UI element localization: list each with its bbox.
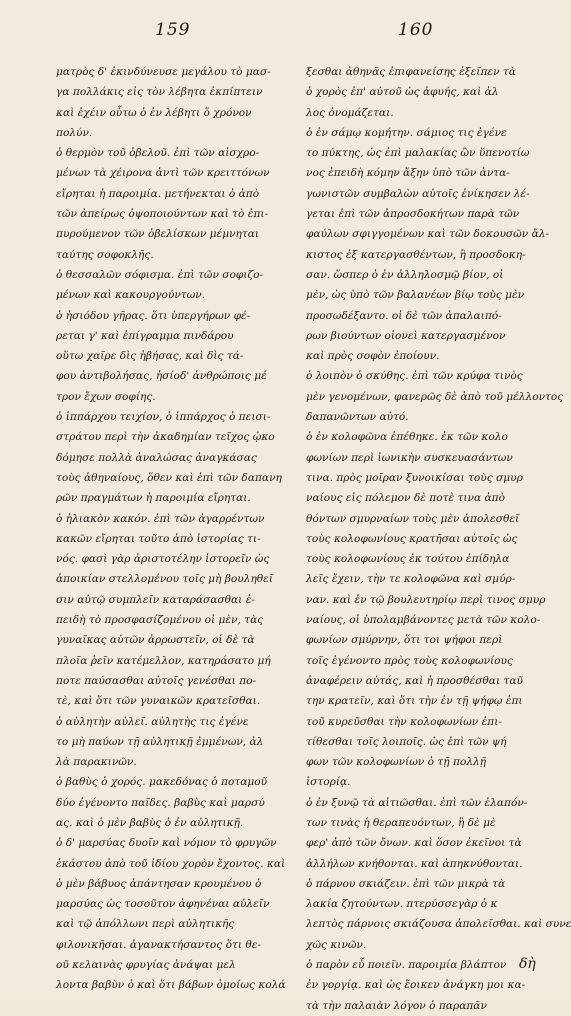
text-line: τρον ἔχων σοφίης. — [56, 390, 156, 403]
text-line: καὶ ἐχέιν οὗτω ὁ ἐν λέβητι ὅ χρόνον — [56, 106, 252, 119]
text-line: γεται ἐπὶ τῶν ἀπροσδοκήτων παρὰ τῶν — [306, 208, 520, 221]
text-line: μαρσύας ὡς τοσοῦτον ἀφηνέναι αὐλεῖν — [56, 898, 270, 911]
text-line: κακῶν εἴρηται τοῦτο ἀπὸ ἱστορίας τι- — [56, 532, 261, 545]
text-line: ὁ θεσσαλῶν σόφισμα. ἐπὶ τῶν σοφιζο- — [56, 268, 264, 281]
text-line: μὲν, ὡς ὑπὸ τῶν βαλανέων βίῳ τοὺς μὲν — [306, 289, 525, 302]
text-line: το μὴ παύων τῇ αὐλητικῇ ἐμμένων, ἀλ — [56, 735, 264, 748]
text-line: ὁ θερμὸν τοῦ ὀβελοῦ. ἐπὶ τῶν αἰσχρο- — [56, 147, 260, 160]
text-line: την κρατεῖν, καὶ ὅτι τὴν ἐν τῇ ψήφῳ ἐπι — [306, 695, 523, 708]
text-line: ξεσθαι ἀθηνᾶς ἐπιφανείσης ἐξεῖπεν τὰ — [306, 66, 516, 78]
text-line: ὁ παρὸν εὖ ποιεῖν. παροιμία βλάπτον — [306, 959, 507, 972]
page-number-right: 160 — [398, 20, 434, 40]
text-line: ας. καὶ ὁ μὲν βαβὺς ὁ ἐν αὐλητικῇ. — [56, 816, 244, 829]
text-line: ταύτης σοφοκλῆς. — [56, 248, 154, 261]
text-line: πειδὴ τὸ προσφασίζομένου οἱ μὲν, τὰς — [56, 614, 264, 627]
text-line: μένων καὶ κακουργούντων. — [56, 289, 206, 302]
left-text-column — [56, 62, 286, 996]
text-line: των τινὰς ἡ θεραπευόντων, ἢ δὲ μὲ — [306, 816, 496, 829]
text-line: καὶ πρὸς σοφὸν ἐποίουν. — [306, 350, 440, 363]
text-line: τοῦ κυρεῦσθαι τὴν κολοφωνίων ἐπι- — [306, 715, 502, 728]
text-line: σιν αὐτῷ συμπλεῖν καταράσασθαι ἐ- — [56, 593, 255, 606]
text-line: ὁ μὲν βάβυος ἀπάντησαν κρουμένου ὁ — [56, 877, 262, 890]
text-line: γυναῖκας αὐτῶν ἀρρωστεῖν, οἱ δὲ τὰ — [56, 634, 255, 647]
text-line: λεπτὸς πάρνοις σκιάζουσα ἀπολεῖσθαι. καὶ συνε — [306, 918, 571, 931]
text-line: φωνίων σμύρνην, ὅτι τοι ψήφοι περὶ — [306, 634, 503, 647]
text-line: τὲ, καὶ ὅτι τῶν γυναικῶν κρατεῖσθαι. — [56, 695, 261, 708]
text-line: δόμησε πολλὰ ἀναλώσας ἀναγκάσας — [56, 451, 257, 464]
text-line: ὁ ἐν ξυνῷ τὰ αἰτιῶσθαι. ἐπὶ τῶν ἐλαπόν- — [306, 796, 528, 809]
text-line: φιλονικῆσαι. ἀγανακτήσαντος ὅτι θε- — [56, 938, 261, 951]
text-line: ρῶν πραγμάτων ἡ παροιμία εἴρηται. — [56, 492, 251, 505]
text-line: λεῖς ἔχειν, τὴν τε κολοφῶνα καὶ σμύρ- — [306, 573, 516, 586]
text-line: τινα. πρὸς μοῖραν ξυνοικίσαι τοὺς σμυρ — [306, 471, 523, 484]
text-line: ματρὸς δ' ἐκινδύνευσε μεγάλου τὸ μασ- — [56, 66, 271, 78]
text-line: ἀλλήλων κνήθονται. καὶ ἀπηκνύθονται. — [306, 857, 523, 870]
text-line: ὁ αὐλητὴν αὐλεῖ. αὐλητὴς τις ἐγένε — [56, 715, 249, 728]
text-line: τοὺς ἀθηναίους, ὅθεν καὶ ἐπὶ τῶν δαπανη — [56, 471, 282, 484]
text-line: γα πολλάκις εἰς τὸν λέβητα ἐκπίπτειν — [56, 86, 263, 99]
text-line: ναν. καὶ ἐν τῷ βουλευτηρίῳ περὶ τινος σμυρ — [306, 593, 546, 606]
text-line: πλοῖα ῥεῖν κατέμελλον, κατηράσατο μή — [56, 654, 271, 667]
text-line: ἱστορίᾳ. — [306, 776, 351, 789]
text-line: δαπανῶντων αὐτό. — [306, 411, 409, 424]
text-line: φων τῶν κολοφωνίων ὁ τῇ πολλῇ — [306, 756, 487, 769]
text-line: κιστος ἐξ κατεργασθέντων, ἢ προσδοκη- — [306, 248, 526, 261]
text-line: ποτε παύσασθαι αὐτοῖς γενέσθαι πο- — [56, 674, 257, 687]
text-line: ὁ ἱππάρχου τειχίον, ὁ ἱππάρχος ὁ πεισι- — [56, 411, 271, 424]
text-line: ἀναφέρειν αὐτάς, καὶ ἡ προσθέσθαι ταῦ — [306, 674, 523, 687]
text-line: οῦ κελαινὰς φρυγίας ἀνάψαι μελ — [56, 959, 236, 972]
text-line: φερ' ἀπὸ τῶν ὄνων. καὶ ὅσον ἐκεῖνοι τὰ — [306, 837, 522, 850]
text-line: μὲν γενομένων, φανερῶς δὲ ἀπὸ τοῦ μέλλοντος — [306, 390, 564, 403]
text-line: γωνιστῶν συμβαλὼν αὐτοῖς ἐνίκησεν λέ- — [306, 187, 530, 200]
text-line: ὁ ἡσιόδου γῆρας. ὅτι ὑπεργήρων φέ- — [56, 309, 251, 322]
text-line: ὁ πάρνου σκιάζειν. ἐπὶ τῶν μικρὰ τὰ — [306, 877, 506, 890]
text-line: θόντων σμυρναίων τοὺς μὲν ἀπολεσθεῖ — [306, 512, 520, 525]
text-line: ὁ ἐν κολοφῶνα ἐπέθηκε. ἐκ τῶν κολο — [306, 431, 508, 444]
text-line: νος ἐπειδὴ κόμην ἄξην ὑπὸ τῶν ἀντα- — [306, 167, 510, 180]
text-line: ρεται γ' καὶ ἐπίγραμμα πινδάρου — [56, 329, 234, 342]
text-line: προσωδέξαντο. οἱ δὲ τῶν ἀπαλαιπό- — [306, 309, 502, 322]
text-line: ρων βιούντων οἱονεὶ κατεργασμένον — [306, 329, 506, 342]
text-line: τῶν ἀπείρως ὀψοποιούντων καὶ τὸ ἐπι- — [56, 208, 269, 221]
text-line: πολύν. — [56, 126, 93, 139]
text-line: ναίους εἰς πόλεμον δὲ ποτὲ τινα ἀπὸ — [306, 492, 505, 505]
text-line: μένων τὰ χέιρονα ἀντὶ τῶν κρειττόνων — [56, 167, 270, 180]
text-line: πυρούμενον τῶν ὀβελίσκων μέμνηται — [56, 228, 260, 241]
text-line: ἐν γοργίᾳ. καὶ ὡς ἔοικεν ἀνάγκη μοι κα- — [306, 979, 526, 992]
text-line: τοὺς κολοφωνίους κρατῆσαι αὐτοῖς ὡς — [306, 532, 518, 545]
text-line: χῶς κινῶν. — [306, 938, 367, 951]
text-line: ἀποικίαν στελλομένου τοῖς μὴ βουληθεῖ — [56, 573, 274, 586]
text-line: τίθεσθαι τοῖς λοιποῖς. ὡς ἐπὶ τῶν ψή — [306, 735, 507, 748]
text-line: ὁ ἐν σάμῳ κομήτην. σάμιος τις ἐγένε — [306, 126, 507, 139]
text-line: λὰ παρακινῶν. — [56, 756, 137, 769]
text-line: εἴρηται ἡ παροιμία. μετήνεκται ὁ ἀπὸ — [56, 187, 260, 200]
text-line: ναίους, οἱ ὑπολαμβάνοντες μετὰ τῶν κολο- — [306, 614, 541, 627]
text-line: ὁ δ' μαρσύας δυοῖν καὶ νόμον τὸ φρυγῶν — [56, 837, 277, 850]
text-line: καὶ τῷ ἀπόλλωνι περὶ αὐλητικῆς — [56, 918, 235, 931]
text-line: νός. φασὶ γὰρ ἀριστοτέλην ἱστορεῖν ὡς — [56, 553, 270, 566]
text-line: φωνίων περὶ ἰωνικὴν συσκευασάντων — [306, 451, 513, 464]
catchword: δὴ — [519, 956, 536, 972]
text-line: οὕτω χαῖρε δὶς ἡβήσας, καὶ δὶς τά- — [56, 350, 244, 363]
text-line: λακία ζητούντων. πτερύσσεγὰρ ὁ κ — [306, 898, 498, 911]
text-line: τὰ τὴν παλαιὰν λόγον ὁ παραπᾶν — [306, 999, 487, 1012]
text-line: φαύλων σφιγγομένων καὶ τῶν δοκουσῶν ἄλ- — [306, 228, 550, 241]
text-line: ὁ χορὸς ἐπ' αὐτοῦ ὡς ἀφυής, καὶ ἀλ — [306, 86, 499, 99]
text-line: λος ὀνομάζεται. — [306, 106, 394, 119]
text-line: ὁ λοιπὸν ὁ σκύθης. ἐπὶ τῶν κρύφα τινὸς — [306, 370, 523, 383]
text-line: σαν. ὥσπερ ὁ ἐν ἀλληλοσμῷ βίον, οἱ — [306, 268, 504, 281]
text-line: στράτου περὶ τὴν ἀκαδημίαν τεῖχος ᾠκο — [56, 431, 275, 444]
text-line: λοντα βαβὺν ὁ καὶ ὅτι βάβων ὁμοίως κολά — [56, 979, 286, 992]
text-line: τοῖς ἐγένοντο πρὸς τοὺς κολοφωνίους — [306, 654, 513, 667]
text-line: φου ἀντιβολήσας, ἡσίοδ' ἀνθρώποις μέ — [56, 370, 267, 383]
page-number-left: 159 — [155, 20, 191, 40]
text-line: το πύκτης, ὡς ἐπὶ μαλακίας ὢν ὕπενοτίω — [306, 147, 530, 160]
text-line: ὁ ἠλιακὸν κακόν. ἐπὶ τῶν ἀγαρρέντων — [56, 512, 265, 525]
text-line: ὁ βαθὺς ὁ χορός. μακεδόνας ὁ ποταμοῦ — [56, 776, 268, 789]
text-line: ἑκάστου ἀπὸ τοῦ ἰδίου χορὸν ἔχοντος. καὶ — [56, 857, 286, 870]
right-text-column — [306, 62, 571, 1016]
text-line: τοὺς κολοφωνίους ἐκ τούτου ἐπίδηλα — [306, 553, 510, 566]
text-line: δύο ἐγένοντο παῖδες. βαβὺς καὶ μαρσύ — [56, 796, 265, 809]
